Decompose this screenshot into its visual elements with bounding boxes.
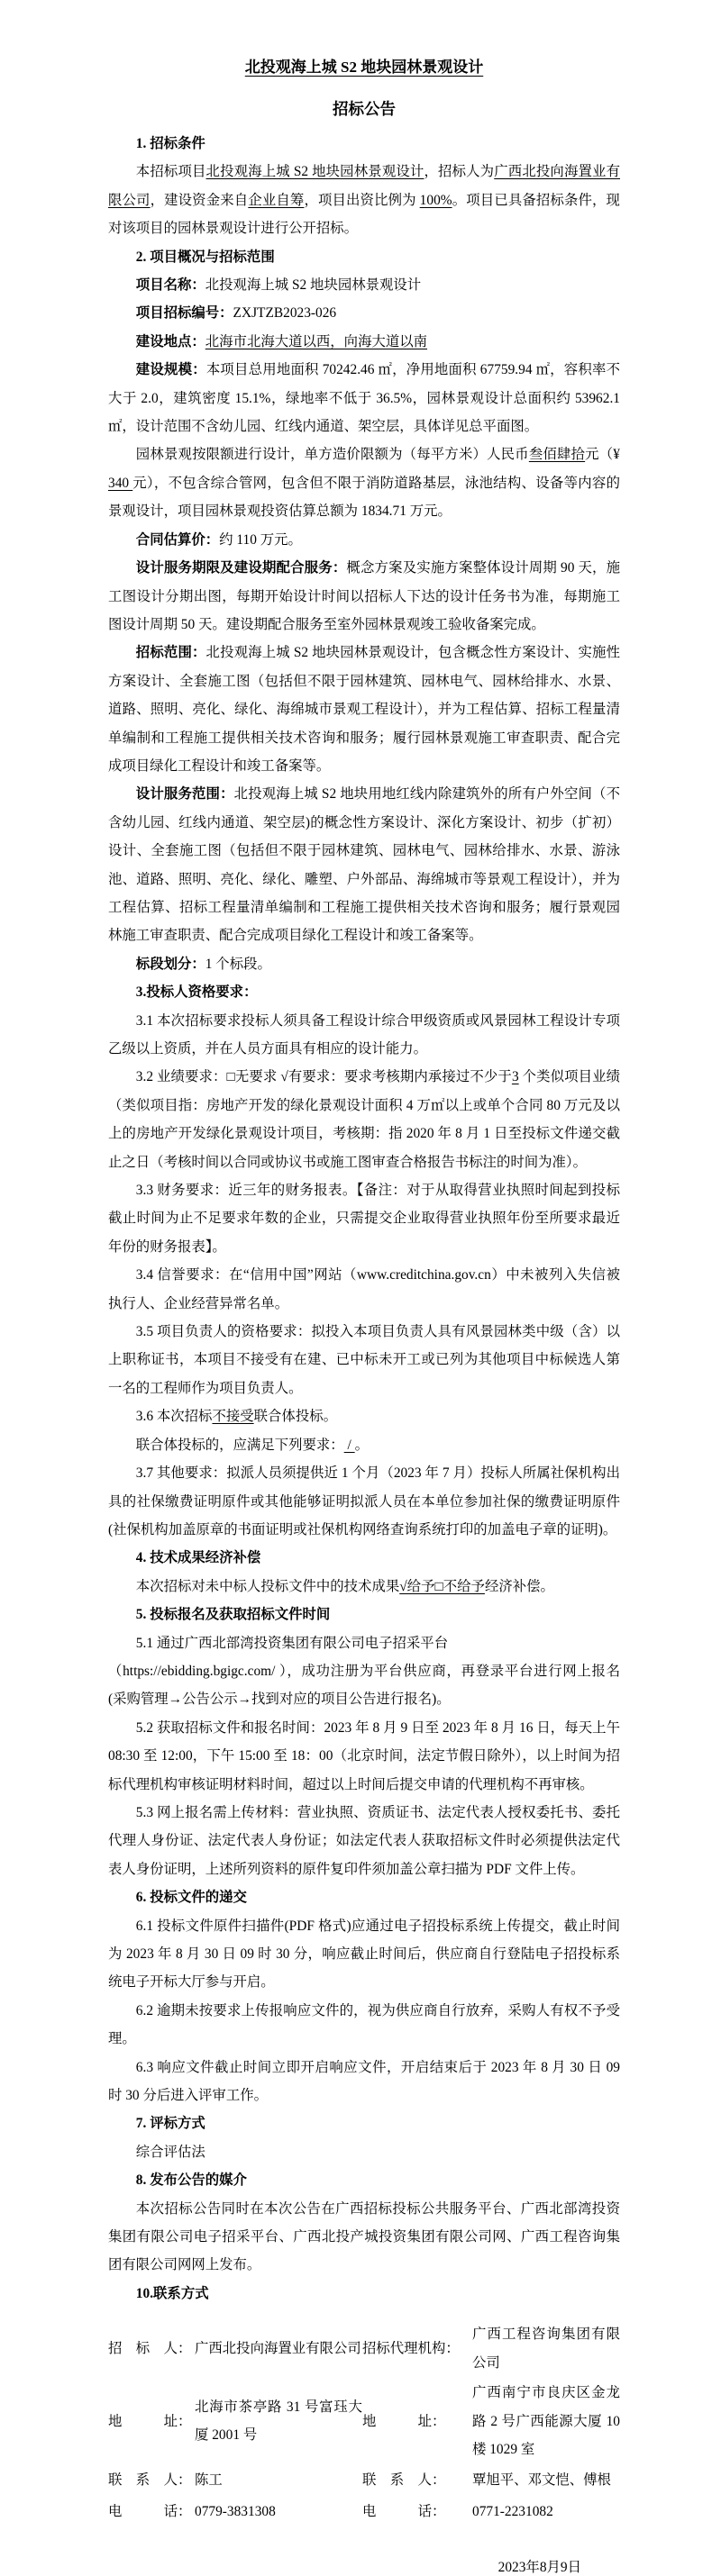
- para-6-3: 6.3 响应文件截止时间立即开启响应文件，开启结束后于 2023 年 8 月 30 日 09 时 30 分后进入评审工作。: [108, 2059, 620, 2104]
- para-contract-estimate: 合同估算价：约 110 万元。: [135, 531, 302, 548]
- tenderer-label: 招 标 人：: [108, 2340, 192, 2356]
- section-6-heading: 6. 投标文件的递交: [135, 1890, 247, 1906]
- para-tender-scope: 招标范围：北投观海上城 S2 地块园林景观设计，包含概念性方案设计、实施性方案设计、全套施工图（包括但不限于园林建筑、园林电气、园林给排水、水景、道路、照明、亮化、绿化、海绵城市景观工程设计），并为工程估算、招标工程量清单编制和工程施工提供相关技术咨询和服务；履行园林景观施工审查职责、配合完成项目绿化工程设计和竣工备案等。: [108, 645, 620, 774]
- tenderer-contact-value: 陈工: [195, 2472, 223, 2489]
- section-8-heading: 8. 发布公告的媒介: [135, 2172, 247, 2189]
- section-4-heading: 4. 技术成果经济补偿: [135, 1550, 261, 1566]
- para-announcement-media: 本次招标公告同时在本次公告在广西招标投标公共服务平台、广西北部湾投资集团有限公司电子招采平台、广西北投产城投资集团有限公司网、广西工程咨询集团有限公司网网上发布。: [108, 2200, 620, 2273]
- contact-row-parties: [108, 2320, 620, 2377]
- doc-body: [108, 130, 620, 2308]
- agency-address-value: 广西南宁市良庆区金龙路 2 号广西能源大厦 10 楼 1029 室: [472, 2385, 620, 2457]
- agency-phone-value: 0771-2231082: [472, 2504, 553, 2520]
- agency-phone-label: 电 话：: [362, 2504, 446, 2520]
- section-3-heading: 3.投标人资格要求：: [135, 984, 258, 1001]
- para-5-1a: 5.1 通过广西北部湾投资集团有限公司电子招采平台: [135, 1635, 449, 1651]
- para-3-2: 3.2 业绩要求：□无要求 √有要求：要求考核期内承接过不少于3 个类似项目业绩（类似项目指：房地产开发的绿化景观设计面积 4 万㎡以上或单个合同 80 万元及以上的房地产开发绿化景观设计项目，考核期：指 2020 年 8 月 1 日至投标文件递交截止之日（考核时间以合同或协议书或施工图审查合格报告书标注的时间为准）。: [108, 1069, 620, 1170]
- contact-row-address: [108, 2379, 620, 2463]
- para-evaluation-method: 综合评估法: [135, 2144, 205, 2160]
- doc-date: 2023年8月9日: [497, 2560, 581, 2576]
- para-6-2: 6.2 逾期未按要求上传报响应文件的，视为供应商自行放弃，采购人有权不予受理。: [108, 2002, 620, 2047]
- tenderer-contact-label: 联 系 人：: [108, 2472, 192, 2489]
- tenderer-phone-value: 0779-3831308: [195, 2504, 276, 2520]
- tenderer-address-label: 地 址：: [108, 2413, 192, 2429]
- para-3-6: 3.6 本次招标不接受联合体投标。: [135, 1409, 337, 1425]
- section-1-heading: 1. 招标条件: [135, 136, 205, 151]
- para-5-3: 5.3 网上报名需上传材料：营业执照、资质证书、法定代表人授权委托书、委托代理人身份证、法定代表人身份证；如法定代表人获取招标文件时必须提供法定代表人身份证明，上述所列资料的原件复印件须加盖公章扫描为 PDF 文件上传。: [108, 1804, 620, 1877]
- agency-value: 广西工程咨询集团有限公司: [472, 2327, 620, 2371]
- para-6-1: 6.1 投标文件原件扫描件(PDF 格式)应通过电子招投标系统上传提交，截止时间为 2023 年 8 月 30 日 09 时 30 分，响应截止时间后，供应商自行登陆电子招投标系统电子开标大厅参与开启。: [108, 1918, 620, 1991]
- agency-label: 招标代理机构：: [362, 2340, 460, 2356]
- doc-title: 北投观海上城 S2 地块园林景观设计: [244, 59, 484, 76]
- para-tender-conditions: 本招标项目北投观海上城 S2 地块园林景观设计，招标人为广西北投向海置业有限公司，建设资金来自企业自筹，项目出资比例为 100%。项目已具备招标条件，现对该项目的园林景观设计进行公开招标。: [108, 164, 620, 237]
- tenderer-phone-label: 电 话：: [108, 2504, 192, 2520]
- doc-subtitle: 招标公告: [333, 100, 396, 118]
- para-lot-division: 标段划分：1 个标段。: [135, 956, 271, 972]
- para-service-period: 设计服务期限及建设期配合服务：概念方案及实施方案整体设计周期 90 天，施工图设计分期出图，每期开始设计时间以招标人下达的设计任务书为准，每期施工图设计周期 50 天。建设期配合服务至室外园林景观竣工验收备案完成。: [108, 560, 620, 632]
- contact-row-person: [108, 2465, 620, 2495]
- para-cost-limit: 园林景观按限额进行设计，单方造价限额为（每平方米）人民币叁佰肆拾元（¥ 340 元），不包含综合管网，包含但不限于消防道路基层，泳池结构、设备等内容的景观设计，项目园林景观投资估算总额为 1834.71 万元。: [108, 447, 620, 520]
- para-5-1b: （https://ebidding.bgigc.com/ ），成功注册为平台供应商，再登录平台进行网上报名(采购管理→公告公示→找到对应的项目公告进行报名)。: [108, 1663, 620, 1708]
- para-tender-number: 项目招标编号：ZXJTZB2023-026: [135, 305, 337, 322]
- para-project-name: 项目名称：北投观海上城 S2 地块园林景观设计: [135, 277, 422, 294]
- para-4-compensation: 本次招标对未中标人投标文件中的技术成果√给予□不给予经济补偿。: [135, 1578, 554, 1594]
- para-design-service-scope: 设计服务范围：北投观海上城 S2 地块用地红线内除建筑外的所有户外空间（不含幼儿园、红线内通道、架空层)的概念性方案设计、深化方案设计、初步（扩初）设计、全套施工图（包括但不限于园林建筑、园林电气、园林给排水、水景、游泳池、道路、照明、亮化、绿化、雕塑、户外部品、海绵城市等景观工程设计），并为工程估算、招标工程量清单编制和工程施工提供相关技术咨询和服务；履行景观园林施工审查职责、配合完成项目绿化工程设计和竣工备案等。: [108, 786, 620, 944]
- para-scale: 建设规模：本项目总用地面积 70242.46 ㎡，净用地面积 67759.94 ㎡，容积率不大于 2.0，建筑密度 15.1%，绿地率不低于 36.5%，园林景观设计总面积约 53962.1 ㎡，设计范围不含幼儿园、红线内通道、架空层，具体详见总平面图。: [108, 362, 620, 435]
- section-10-heading: 10.联系方式: [135, 2285, 209, 2301]
- para-3-5: 3.5 项目负责人的资格要求：拟投入本项目负责人具有风景园林类中级（含）以上职称证书，本项目不接受有在建、已中标未开工或已列为其他项目中标候选人第一名的工程师作为项目负责人。: [108, 1324, 620, 1396]
- tenderer-address-value: 北海市茶亭路 31 号富珏大厦 2001 号: [195, 2399, 362, 2444]
- agency-contact-value: 覃旭平、邓文恺、傅根: [472, 2472, 611, 2489]
- para-3-1: 3.1 本次招标要求投标人须具备工程设计综合甲级资质或风景园林工程设计专项乙级以上资质，并在人员方面具有相应的设计能力。: [108, 1012, 620, 1057]
- contact-row-phone: [108, 2497, 620, 2526]
- section-2-heading: 2. 项目概况与招标范围: [135, 249, 275, 265]
- agency-address-label: 地 址：: [362, 2413, 446, 2429]
- para-5-2: 5.2 获取招标文件和报名时间：2023 年 8 月 9 日至 2023 年 8 月 16 日，每天上午 08:30 至 12:00，下午 15:00 至 18：00（北京时间，法定节假日除外），以上时间为招标代理机构审核证明材料时间，超过以上时间后提交申请的代理机构不再审核。: [108, 1719, 620, 1792]
- section-7-heading: 7. 评标方式: [135, 2116, 205, 2132]
- para-joint-bid: 联合体投标的，应满足下列要求： / 。: [135, 1437, 370, 1453]
- para-3-4: 3.4 信誉要求：在“信用中国”网站（www.creditchina.gov.cn）中未被列入失信被执行人、企业经营异常名单。: [108, 1267, 620, 1311]
- para-location: 建设地点：北海市北海大道以西，向海大道以南: [135, 333, 428, 349]
- tenderer-value: 广西北投向海置业有限公司: [195, 2340, 361, 2356]
- section-5-heading: 5. 投标报名及获取招标文件时间: [135, 1607, 331, 1623]
- contact-table: [108, 2320, 620, 2526]
- para-3-7: 3.7 其他要求：拟派人员须提供近 1 个月（2023 年 7 月）投标人所属社保机构出具的社保缴费证明原件或其他能够证明拟派人员在本单位参加社保的缴费证明原件(社保机构加盖原章的书面证明或社保机构网络查询系统打印的加盖电子章的证明)。: [108, 1465, 620, 1537]
- agency-contact-label: 联 系 人：: [362, 2472, 446, 2489]
- para-3-3: 3.3 财务要求：近三年的财务报表。【备注：对于从取得营业执照时间起到投标截止时间为止不足要求年数的企业，只需提交企业取得营业执照年份至所要求最近年份的财务报表】。: [108, 1183, 620, 1255]
